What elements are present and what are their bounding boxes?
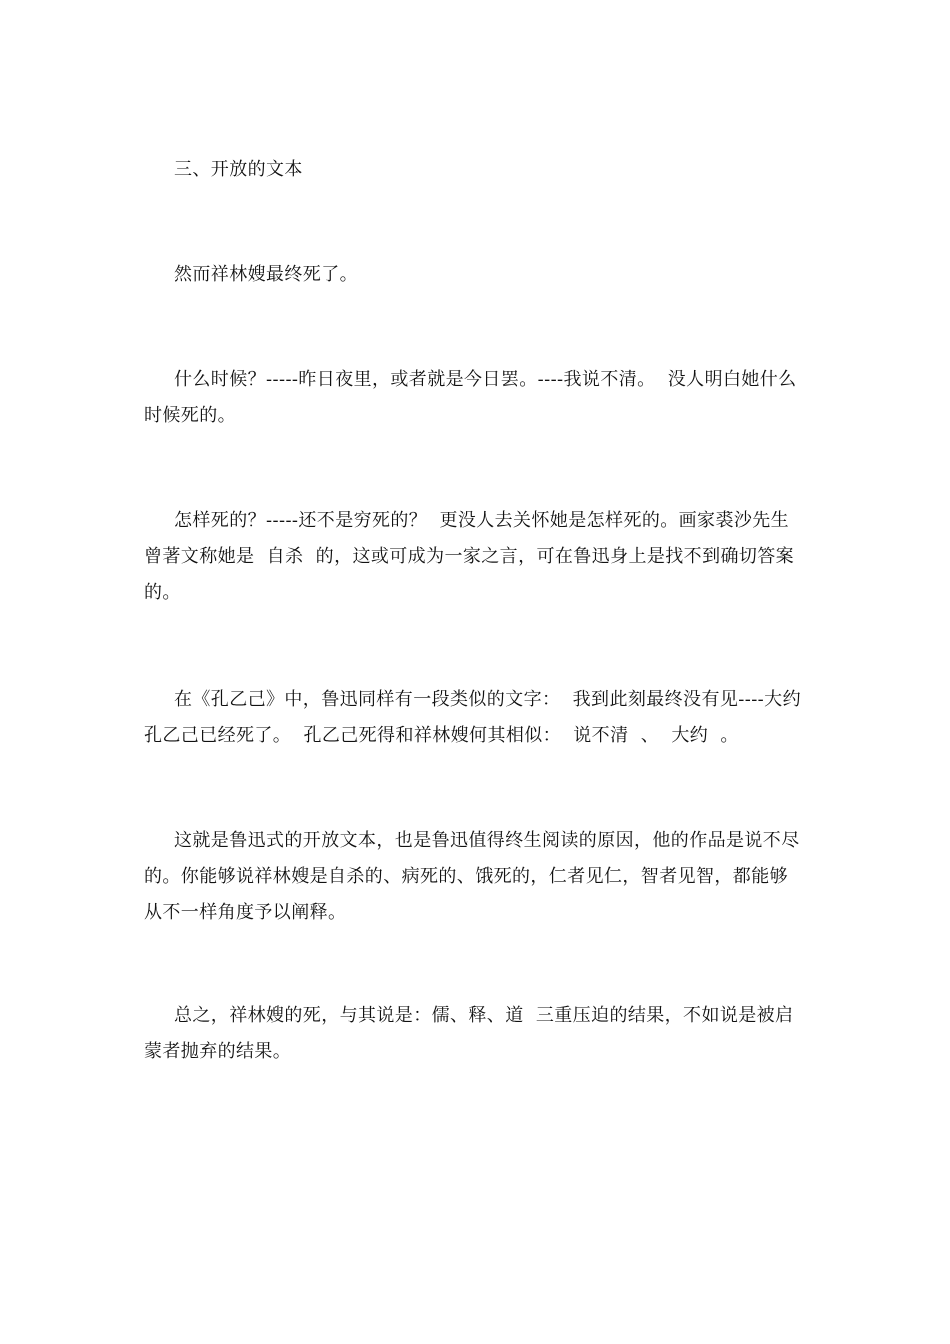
paragraph: 怎样死的？-----还不是穷死的？ 更没人去关怀她是怎样死的。画家裘沙先生曾著文称她是 自杀 的，这或可成为一家之言，可在鲁迅身上是找不到确切答案的。 xyxy=(144,510,795,603)
paragraph: 什么时候？-----昨日夜里，或者就是今日罢。----我说不清。 没人明白她什么时候死的。 xyxy=(144,369,797,426)
paragraph: 在《孔乙己》中，鲁迅同样有一段类似的文字： 我到此刻最终没有见----大约孔乙己已经死了。 孔乙己死得和祥林嫂何其相似： 说不清 、 大约 。 xyxy=(144,689,801,746)
paragraph: 然而祥林嫂最终死了。 xyxy=(174,264,358,285)
paragraph: 总之，祥林嫂的死，与其说是：儒、释、道 三重压迫的结果，不如说是被启蒙者抛弃的结果。 xyxy=(144,1005,794,1062)
section-heading: 三、开放的文本 xyxy=(174,159,303,180)
paragraph: 这就是鲁迅式的开放文本，也是鲁迅值得终生阅读的原因，他的作品是说不尽的。你能够说祥林嫂是自杀的、病死的、饿死的，仁者见仁，智者见智，都能够从不一样角度予以阐释。 xyxy=(144,830,800,923)
